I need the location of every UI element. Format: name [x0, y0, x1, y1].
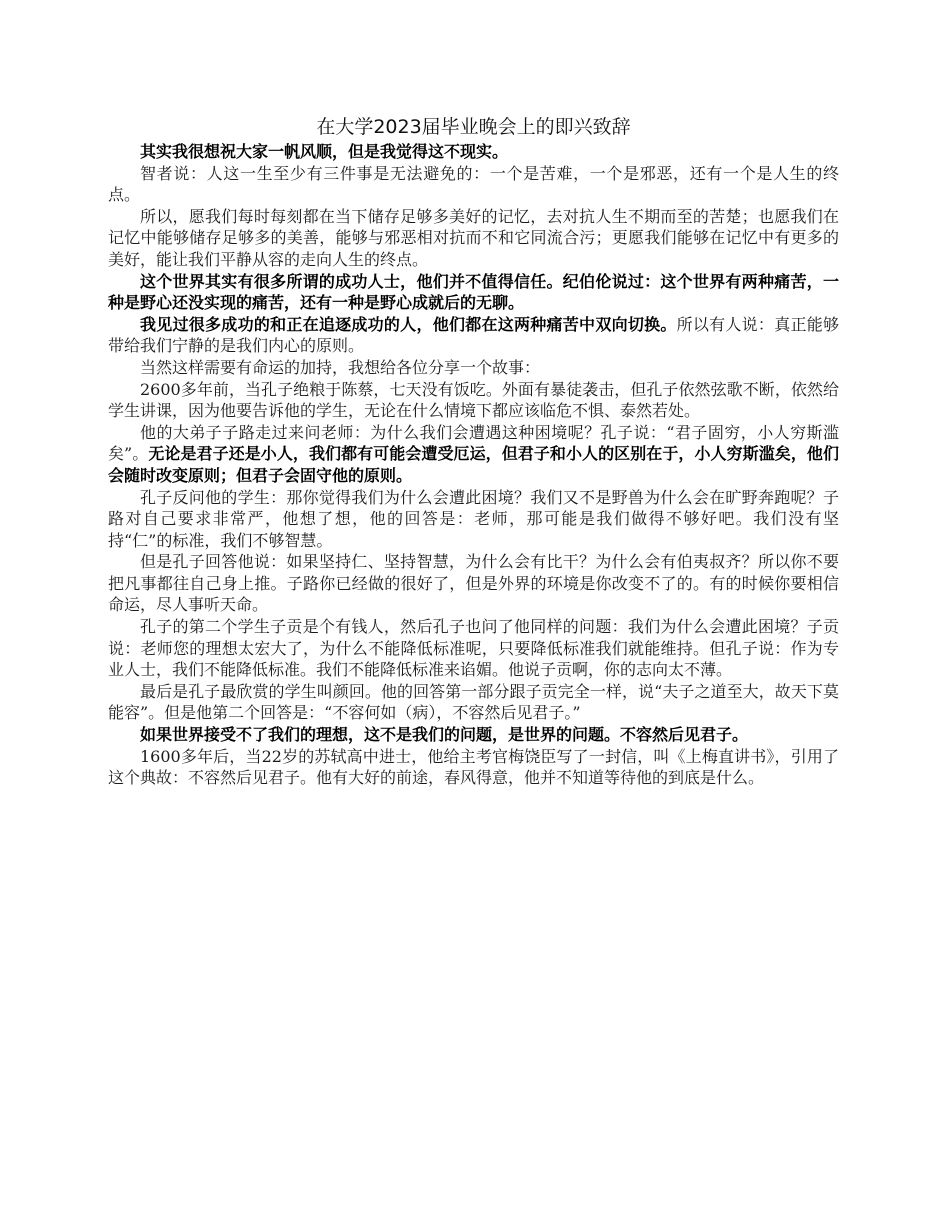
- paragraph: [108, 724, 839, 746]
- paragraph: [108, 314, 839, 357]
- bold-text-run: 无论是君子还是小人，我们都有可能会遭受厄运，但君子和小人的区别在于，小人穷斯滥矣，他们会随时改变原则；但君子会固守他的原则。: [108, 444, 839, 485]
- paragraph: [108, 141, 839, 163]
- paragraph: [108, 422, 839, 487]
- text-run: 所以有人说：真正能够带给我们宁静的是我们内心的原则。: [108, 314, 839, 356]
- document-body: [108, 141, 839, 789]
- text-run: 所以，愿我们每时每刻都在当下储存足够多美好的记忆，去对抗人生不期而至的苦楚；也愿我们在记忆中能够储存足够多的美善，能够与邪恶相对抗而不和它同流合污；更愿我们能够在记忆中有更多的美好，能让我们平静从容的走向人生的终点。: [108, 206, 839, 269]
- document-page: [108, 113, 839, 789]
- paragraph: [108, 551, 839, 616]
- document-title: 在大学2023届毕业晚会上的即兴致辞: [316, 116, 631, 138]
- bold-text-run: 其实我很想祝大家一帆风顺，但是我觉得这不现实。: [140, 142, 509, 161]
- bold-text-run: 如果世界接受不了我们的理想，这不是我们的问题，是世界的问题。不容然后见君子。: [140, 725, 749, 745]
- paragraph: [108, 206, 839, 271]
- text-run: 最后是孔子最欣赏的学生叫颜回。他的回答第一部分跟子贡完全一样，说“夫子之道至大，故天下莫能容”。但是他第二个回答是：“不容何如（病），不容然后见君子。”: [108, 681, 839, 723]
- paragraph: [108, 357, 839, 379]
- paragraph: [108, 271, 839, 314]
- bold-text-run: 我见过很多成功的和正在追逐成功的人，他们都在这两种痛苦中双向切换。: [140, 314, 677, 334]
- paragraph: [108, 163, 839, 206]
- paragraph: [108, 681, 839, 724]
- text-run: 当然这样需要有命运的加持，我想给各位分享一个故事：: [140, 357, 541, 377]
- paragraph: [108, 616, 839, 681]
- text-run: 但是孔子回答他说：如果坚持仁、坚持智慧，为什么会有比干？为什么会有伯夷叔齐？所以你不要把凡事都往自己身上推。子路你已经做的很好了，但是外界的环境是你改变不了的。有的时候你要相信命运，尽人事听天命。: [108, 552, 839, 615]
- text-run: 孔子的第二个学生子贡是个有钱人，然后孔子也问了他同样的问题：我们为什么会遭此困境？子贡说：老师您的理想太宏大了，为什么不能降低标准呢，只要降低标准我们就能维持。但孔子说：作为专业人士，我们不能降低标准。我们不能降低标准来谄媚。他说子贡啊，你的志向太不薄。: [108, 617, 839, 680]
- text-run: 孔子反问他的学生：那你觉得我们为什么会遭此困境？我们又不是野兽为什么会在旷野奔跑呢？子路对自己要求非常严，他想了想，他的回答是：老师，那可能是我们做得不够好吧。我们没有坚持“仁”的标准，我们不够智慧。: [108, 487, 839, 550]
- bold-text-run: 这个世界其实有很多所谓的成功人士，他们并不值得信任。纪伯伦说过：这个世界有两种痛苦，一种是野心还没实现的痛苦，还有一种是野心成就后的无聊。: [108, 271, 839, 313]
- text-run: 他的大弟子子路走过来问老师：为什么我们会遭遇这种困境呢？孔子说：“君子固穷，小人穷斯滥矣”。: [108, 422, 839, 464]
- text-run: 2600多年前，当孔子绝粮于陈蔡，七天没有饭吃。外面有暴徒袭击，但孔子依然弦歌不断，依然给学生讲课，因为他要告诉他的学生，无论在什么情境下都应该临危不惧、泰然若处。: [108, 379, 839, 421]
- paragraph: [108, 746, 839, 789]
- paragraph: [108, 379, 839, 422]
- text-run: 智者说：人这一生至少有三件事是无法避免的：一个是苦难，一个是邪恶，还有一个是人生的终点。: [108, 163, 839, 205]
- paragraph: [108, 487, 839, 552]
- text-run: 1600多年后，当22岁的苏轼高中进士，他给主考官梅饶臣写了一封信，叫《上梅直讲书》，引用了这个典故：不容然后见君子。他有大好的前途，春风得意，他并不知道等待他的到底是什么。: [108, 746, 839, 788]
